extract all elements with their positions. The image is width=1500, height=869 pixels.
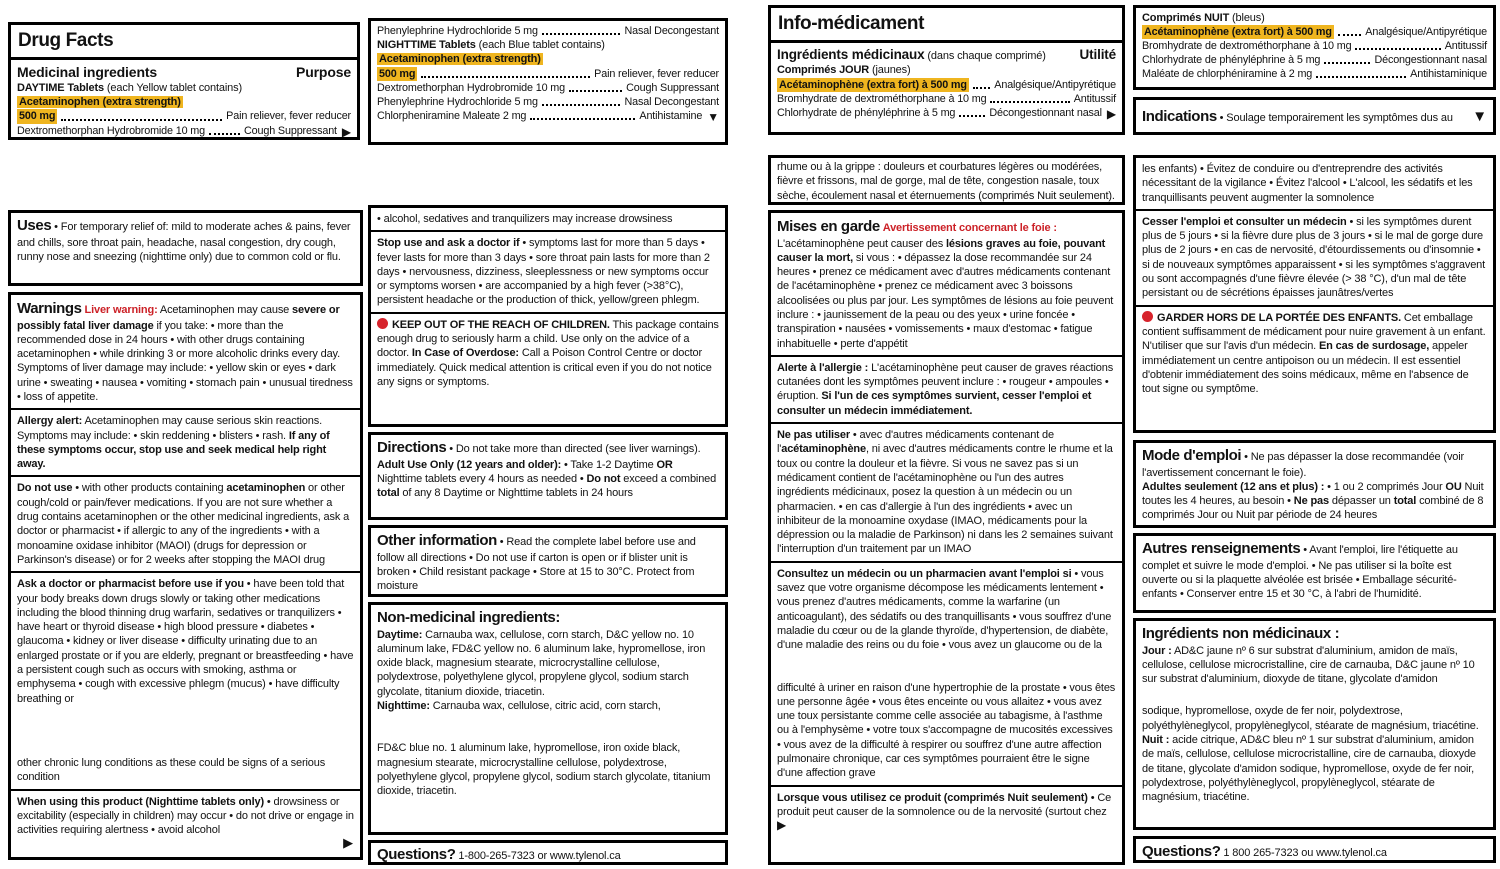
ingredient-row: Chlorhydrate de phényléphrine à 5 mg Décongestionnant nasal ▶ <box>777 106 1116 121</box>
ingredient-row: Dextromethorphan Hydrobromide 10 mg Cough Suppressant <box>377 81 719 94</box>
drug-facts-panel <box>8 22 360 140</box>
alcohol-warning-block: • alcohol, sedatives and tranquilizers may increase drowsiness <box>377 213 673 225</box>
uses-section <box>8 210 363 286</box>
consultez-medecin-label: Consultez un médecin ou un pharmacien avant l'emploi si <box>777 567 1072 580</box>
dotted-leader <box>421 76 590 78</box>
dotted-leader <box>542 104 621 106</box>
adultes-seulement-line: Adultes seulement (12 ans et plus) : • 1 ou 2 comprimés Jour OU Nuit toutes les 4 heures, au besoin • Ne pas dépasser un total combiné de 8 comprimés Jour ou Nuit par période de 24 heures <box>1142 480 1484 522</box>
ingredients-non-medicinaux-section <box>1133 618 1496 830</box>
questions-section <box>368 840 728 865</box>
ingredient-row: Chlorpheniramine Maleate 2 mg Antihistamine ▼ <box>377 109 719 124</box>
ingredient-row: Bromhydrate de dextrométhorphane à 10 mg Antitussif <box>777 92 1116 105</box>
directions-intro: Directions • Do not take more than directed (see liver warnings). <box>377 439 701 456</box>
stop-use-label: Stop use and ask a doctor if <box>377 237 520 250</box>
questions-contact: 1-800-265-7323 or www.tylenol.ca <box>455 850 621 862</box>
ingredients-medicinaux-heading: Ingrédients médicinaux (dans chaque comprimé) <box>777 46 1046 62</box>
stop-use-block: Stop use and ask a doctor if • symptoms last for more than 5 days • fever lasts for more than 3 days • sore throat pain lasts for more than 2 days • nervousness, dizziness, sleeplessness or new symptoms occur or symptoms worsen • are accompanied by a high fever (>38°C), persistent headache or the production of thick, yellow/green phlegm. <box>371 230 725 311</box>
info-medicament-panel <box>768 5 1125 135</box>
ingredient-row: Dextromethorphan Hydrobromide 10 mg Cough Suppressant ▶ <box>17 124 351 139</box>
ne-pas-utiliser-block: Ne pas utiliser • avec d'autres médicaments contenant de l'acétaminophène, ni avec d'autres médicaments contre le rhume et la toux ou contre la douleur et la fièvre. Si vous ne savez pas si un médicament contient de l'acétaminophène ou l'un des autres ingrédients médicinaux, posez la question à un médecin ou un pharmacien. • en cas d'allergie à l'un des ingrédients • avec un inhibiteur de la monoamine oxydase (IMAO, médicaments pour la dépression ou la maladie de Parkinson) ni dans les 2 semaines suivant l'interruption d'un traitement par un IMAO <box>771 422 1122 561</box>
continue-down-arrow-icon: ▼ <box>707 109 719 124</box>
uses-text: • For temporary relief of: mild to moderate aches & pains, fever and chills, sore throat pain, headache, nasal congestion, dry cough, runny nose and sneezing (nighttime only) due to common cold or flu. <box>17 221 351 263</box>
nighttime-tablets-line: NIGHTTIME Tablets (each Blue tablet contains) <box>377 39 605 52</box>
comprimes-nuit-panel <box>1133 5 1496 90</box>
fold-gap <box>1142 686 1487 704</box>
surdosage-label: En cas de surdosage, <box>1319 340 1430 353</box>
acetaminophene-row: Acétaminophène (extra fort) à 500 mg Analgésique/Antipyrétique <box>1144 26 1487 39</box>
continue-down-arrow-icon: ▼ <box>1472 108 1487 126</box>
cesser-emploi-block: Cesser l'emploi et consulter un médecin • si les symptômes durent plus de 5 jours • si la fièvre dure plus de 3 jours • si le mal de gorge dure plus de 2 jours • en cas de nervosité, d'étourdissements ou d'insomnie • si de nouveaux symptômes apparaissent • si les symptômes s'aggravent ou sont accompagnés d'une fièvre élevée (> 38 °C), d'un mal de tête persistant ou de sécrétions épaisses jaunâtres/vertes <box>1136 209 1493 305</box>
allergy-alert-label: Allergy alert: <box>17 415 83 428</box>
directions-section <box>368 432 728 520</box>
warnings-section <box>8 292 363 860</box>
consultez-medecin-block: Consultez un médecin ou un pharmacien avant l'emploi si • vous savez que votre organisme décompose les médicaments lentement • vous prenez d'autres médicaments, comme la warfarine (un anticoagulant), des sédatifs ou des tranquillisants • vous souffrez d'une maladie du cœur ou de la glande thyroïde, d'hypertension, de diabète, d'une maladie des reins ou du foie • vous avez un glaucome ou de la difficulté à uriner en raison d'une hypertrophie de la prostate • vous êtes une personne âgée • vous êtes enceinte ou vous allaitez • vous avez une toux persistante comme celle associée au tabagisme, à l'asthme ou à l'emphysème • votre toux s'accompagne de mucosités excessives • vous avez de la difficulté à respirer ou souffrez d'une autre affection pulmonaire chronique, car ces symptômes pourraient être le signe d'une affection grave <box>771 561 1122 785</box>
lorsque-vous-utilisez-block: Lorsque vous utilisez ce produit (comprimés Nuit seulement) • Ce produit peut causer de la somnolence ou de la nervosité (surtout chez ▶ <box>771 785 1122 838</box>
dotted-leader <box>209 133 240 135</box>
garder-hors-portee-block: GARDER HORS DE LA PORTÉE DES ENFANTS. Cet emballage contient suffisamment de médicament pour nuire gravement à un enfant. N'utiliser que sur l'avis d'un médecin. En cas de surdosage, appeler immédiatement un centre antipoison ou un médecin. Il est essentiel d'obtenir immédiatement des soins médicaux, même en l'absence de tout signe ou symptôme. <box>1136 305 1493 401</box>
ingredient-row: Chlorhydrate de phényléphrine à 5 mg Décongestionnant nasal <box>1142 54 1487 67</box>
when-using-block: When using this product (Nighttime tablets only) • drowsiness or excitability (especially in children) may occur • do not drive or engage in activities requiring alertness • avoid alcohol <box>11 789 360 842</box>
jour-ingredients-continued: sodique, hypromellose, oxyde de fer noir, polydextrose, polyéthylèneglycol, propylèneglycol, stéarate de magnésium, triacétine. <box>1142 705 1479 732</box>
indications-continued-text: rhume ou à la grippe : douleurs et courbatures légères ou modérées, fièvre et frissons, mal de gorge, mal de tête, congestion nasale, toux sèche, écoulement nasal et éternuements (comprimés Nuit seulement). <box>777 161 1115 202</box>
lorsque-vous-utilisez-label: Lorsque vous utilisez ce produit (comprimés Nuit seulement) <box>777 791 1088 804</box>
acetaminophen-name-line: Acetaminophen (extra strength) <box>379 53 541 66</box>
medicinal-ingredients-heading: Medicinal ingredients <box>17 63 157 80</box>
do-not-use-label: Do not use <box>17 482 73 495</box>
ask-doctor-label: Ask a doctor or pharmacist before use if you <box>17 578 244 591</box>
dotted-leader <box>542 33 621 35</box>
mises-en-garde-title: Mises en garde <box>777 218 880 235</box>
nuit-ingredients: Nuit : acide citrique, AD&C bleu nº 1 sur substrat d'aluminium, amidon de maïs, cellulose, cellulose microcristalline, cire de carnauba, dioxyde de titane, glycolate d'amidon sodique, hypromellose, oxyde de fer noir, polydextrose, polyéthylèneglycol, propylèneglycol, stéarate de magnésium, triacétine. <box>1142 733 1476 804</box>
acetaminophen-dose-row: 500 mg Pain reliever, fever reducer <box>19 110 351 123</box>
allergy-alert-block: Allergy alert: Acetaminophen may cause serious skin reactions. Symptoms may include: • skin reddening • blisters • rash. If any of these symptoms occur, stop use and seek medical help right away. <box>11 408 360 475</box>
fold-gap <box>17 706 354 756</box>
drug-facts-title: Drug Facts <box>11 25 357 60</box>
questions-fr-contact: 1 800 265-7323 ou www.tylenol.ca <box>1220 847 1387 859</box>
purpose-heading: Purpose <box>296 63 351 80</box>
dotted-leader <box>1316 76 1406 78</box>
questions-title: Questions? <box>377 846 456 863</box>
dotted-leader <box>1324 62 1370 64</box>
red-dot-icon <box>377 318 388 329</box>
enfants-continued-block: les enfants) • Évitez de conduire ou d'entreprendre des activités nécessitant de la vigilance • Évitez l'alcool • L'alcool, les sédatifs et les tranquillisants peuvent augmenter la somnolence <box>1142 163 1473 204</box>
mises-en-garde-continued-section <box>1133 155 1496 433</box>
questions-fr-title: Questions? <box>1142 843 1221 860</box>
mode-emploi-title: Mode d'emploi <box>1142 447 1242 464</box>
when-using-label: When using this product (Nighttime tablets only) <box>17 795 265 808</box>
do-not-use-block: Do not use • with other products containing acetaminophen or other cough/cold or pain/fever medications. If you are not sure whether a drug contains acetaminophen or the other medicinal ingredients, ask a doctor or pharmacist • if allergic to any of the ingredients • with a monoamine oxidase inhibitor (MAOI) (drugs for depression or Parkinson's disease) or for 2 weeks after stopping the MAOI drug <box>11 475 360 571</box>
daytime-ingredients: Daytime: Carnauba wax, cellulose, corn starch, D&C yellow no. 10 aluminum lake, FD&C yellow no. 6 aluminum lake, hypromellose, iron oxide black, magnesium stearate, microcrystalline cellulose, polydextrose, polyethylene glycol, propylene glycol, sodium starch glycolate, titanium dioxide, triacetin. <box>377 628 706 698</box>
daytime-tablets-line: DAYTIME Tablets (each Yellow tablet contains) <box>17 81 242 94</box>
ingredient-row: Bromhydrate de dextrométhorphane à 10 mg Antitussif <box>1142 40 1487 53</box>
fold-gap <box>777 653 1116 681</box>
indications-panel <box>1133 97 1496 135</box>
liver-warning-label: Liver warning: <box>84 304 158 316</box>
ask-doctor-block: Ask a doctor or pharmacist before use if you • have been told that your body breaks down drugs slowly or taking other medications including the blood thinning drug warfarin, sedatives or tranquilizers • have heart or thyroid disease • high blood pressure • diabetes • glaucoma • kidney or liver disease • difficulty urinating due to an enlarged prostate or if you are elderly, pregnant or breastfeeding • have a persistent cough such as occurs with smoking, asthma or emphysema • cough with excessive phlegm (mucus) • have difficulty breathing or other chronic lung conditions as these could be signs of a serious condition <box>11 571 360 788</box>
adult-use-line: Adult Use Only (12 years and older): • Take 1-2 Daytime OR Nighttime tablets every 4 hours as needed • Do not exceed a combined total of any 8 Daytime or Nighttime tablets in 24 hours <box>377 458 717 500</box>
alerte-allergie-label: Alerte à l'allergie : <box>777 361 869 374</box>
continue-right-arrow-icon: ▶ <box>343 835 353 851</box>
jour-ingredients: Jour : AD&C jaune nº 6 sur substrat d'aluminium, amidon de maïs, cellulose, cellulose microcristalline, cire de carnauba, D&C jaune nº 10 sur substrat d'aluminium, dioxyde de titane, glycolate d'amidon <box>1142 644 1475 686</box>
warnings-continued-section <box>368 205 728 427</box>
continue-right-arrow-icon: ▶ <box>1106 106 1116 121</box>
alerte-allergie-block: Alerte à l'allergie : L'acétaminophène peut causer de graves réactions cutanées dont les symptômes peuvent inclure : • rougeur • ampoules • éruption. Si l'un de ces symptômes survient, cesser l'emploi et consulter un médecin immédiatement. <box>771 355 1122 422</box>
avertissement-foie-block <box>771 213 1122 355</box>
overdose-label: In Case of Overdose: <box>411 347 519 360</box>
fold-gap <box>377 713 719 741</box>
questions-fr-section <box>1133 836 1496 863</box>
dotted-leader <box>569 90 622 92</box>
dotted-leader <box>530 118 635 120</box>
dotted-leader <box>61 119 222 121</box>
uses-title: Uses <box>17 217 52 234</box>
ingredient-row: Maléate de chlorphéniramine à 2 mg Antihistaminique <box>1142 68 1487 81</box>
autres-renseignements-section: Autres renseignements • Avant l'emploi, lire l'étiquette au complet et suivre le mode d'emploi. • Ne pas utiliser si la boîte est ouverte ou si la plaquette alvéolée est brisée • Emballage sécurité-enfants • Conserver entre 15 et 30 °C, à l'abri de l'humidité. <box>1133 533 1496 613</box>
other-information-title: Other information <box>377 532 497 549</box>
non-medicinal-title: Non-medicinal ingredients: <box>377 609 560 626</box>
drug-facts-panel-continued <box>368 18 728 145</box>
red-dot-icon <box>1142 311 1153 322</box>
dotted-leader <box>990 101 1069 103</box>
acetaminophen-dose-row: 500 mg Pain reliever, fever reducer <box>379 67 719 80</box>
non-medicinal-section <box>368 602 728 835</box>
ingredient-row: Phenylephrine Hydrochloride 5 mg Nasal Decongestant <box>377 95 719 108</box>
utilite-heading: Utilité <box>1079 46 1116 62</box>
mises-en-garde-section <box>768 210 1125 865</box>
other-information-section: Other information • Read the complete label before use and follow all directions • Do not use if carton is open or if blister unit is broken • Child resistant package • Store at 15 to 30°C. Protect from moisture <box>368 525 728 597</box>
dotted-leader <box>973 87 991 89</box>
avertissement-foie-text: L'acétaminophène peut causer des lésions graves au foie, pouvant causer la mort, si vous : • dépassez la dose recommandée sur 24 heures • prenez ce médicament avec d'autres médicaments contenant de l'acétaminophène • prenez ce médicament avec 3 boissons alcoolisées ou plus par jour. Les symptômes de lésions au foie peuvent inclure : • jaunissement de la peau ou des yeux • urine foncée • transpiration • nausées • vomissements • maux d'estomac • fatigue inhabituelle • perte d'appétit <box>777 237 1114 350</box>
mode-emploi-intro: Mode d'emploi • Ne pas dépasser la dose recommandée (voir l'avertissement concernant le foie). <box>1142 447 1465 479</box>
autres-renseignements-title: Autres renseignements <box>1142 540 1301 557</box>
cesser-emploi-label: Cesser l'emploi et consulter un médecin <box>1142 215 1347 228</box>
keep-out-label: KEEP OUT OF THE REACH OF CHILDREN. <box>392 318 610 331</box>
acetaminophene-row: Acétaminophène (extra fort) à 500 mg Analgésique/Antipyrétique <box>779 78 1116 91</box>
garder-hors-portee-label: GARDER HORS DE LA PORTÉE DES ENFANTS. <box>1157 311 1402 324</box>
directions-title: Directions <box>377 439 447 456</box>
liver-warning-block: Warnings Liver warning: Acetaminophen may cause severe or possibly fatal liver damage if you take: • more than the recommended dose in 24 hours • with other drugs containing acetaminophen • while drinking 3 or more alcoholic drinks every day. Symptoms of liver damage may include: • yellow skin or eyes • dark urine • sweating • nausea • vomiting • stomach pain • unusual tiredness • loss of appetite. <box>17 300 353 403</box>
dotted-leader <box>959 115 985 117</box>
dotted-leader <box>1338 34 1362 36</box>
dotted-leader <box>1355 48 1440 50</box>
warnings-title: Warnings <box>17 300 82 317</box>
nighttime-ingredients-continued: FD&C blue no. 1 aluminum lake, hypromellose, iron oxide black, magnesium stearate, microcrystalline cellulose, polydextrose, polyethylene glycol, propylene glycol, sodium starch glycolate, titanium dioxide, triacetin. <box>377 742 711 798</box>
comprimes-jour-line: Comprimés JOUR (jaunes) <box>777 64 911 77</box>
ingredients-non-medicinaux-title: Ingrédients non médicinaux : <box>1142 625 1340 642</box>
ingredient-row: Phenylephrine Hydrochloride 5 mg Nasal Decongestant <box>377 25 719 37</box>
info-medicament-title: Info-médicament <box>771 8 1122 43</box>
avertissement-foie-label: Avertissement concernant le foie : <box>882 222 1057 234</box>
ne-pas-utiliser-label: Ne pas utiliser <box>777 429 850 442</box>
indications-continued-section <box>768 155 1125 205</box>
acetaminophen-name-line: Acetaminophen (extra strength) <box>19 96 181 109</box>
continue-right-arrow-icon: ▶ <box>341 124 351 139</box>
indications-text: Indications • Soulage temporairement les symptômes dus au <box>1142 108 1453 125</box>
continue-right-arrow-icon: ▶ <box>777 818 787 833</box>
keep-out-block: KEEP OUT OF THE REACH OF CHILDREN. This package contains enough drug to seriously harm a child. Use only on the advice of a doctor. In Case of Overdose: Call a Poison Control Centre or doctor immediately. Quick medical attention is critical even if you do not notice any signs or symptoms. <box>371 312 725 393</box>
nighttime-ingredients: Nighttime: Carnauba wax, cellulose, citric acid, corn starch, <box>377 699 661 712</box>
comprimes-nuit-line: Comprimés NUIT (bleus) <box>1142 12 1265 24</box>
mode-emploi-section <box>1133 440 1496 528</box>
